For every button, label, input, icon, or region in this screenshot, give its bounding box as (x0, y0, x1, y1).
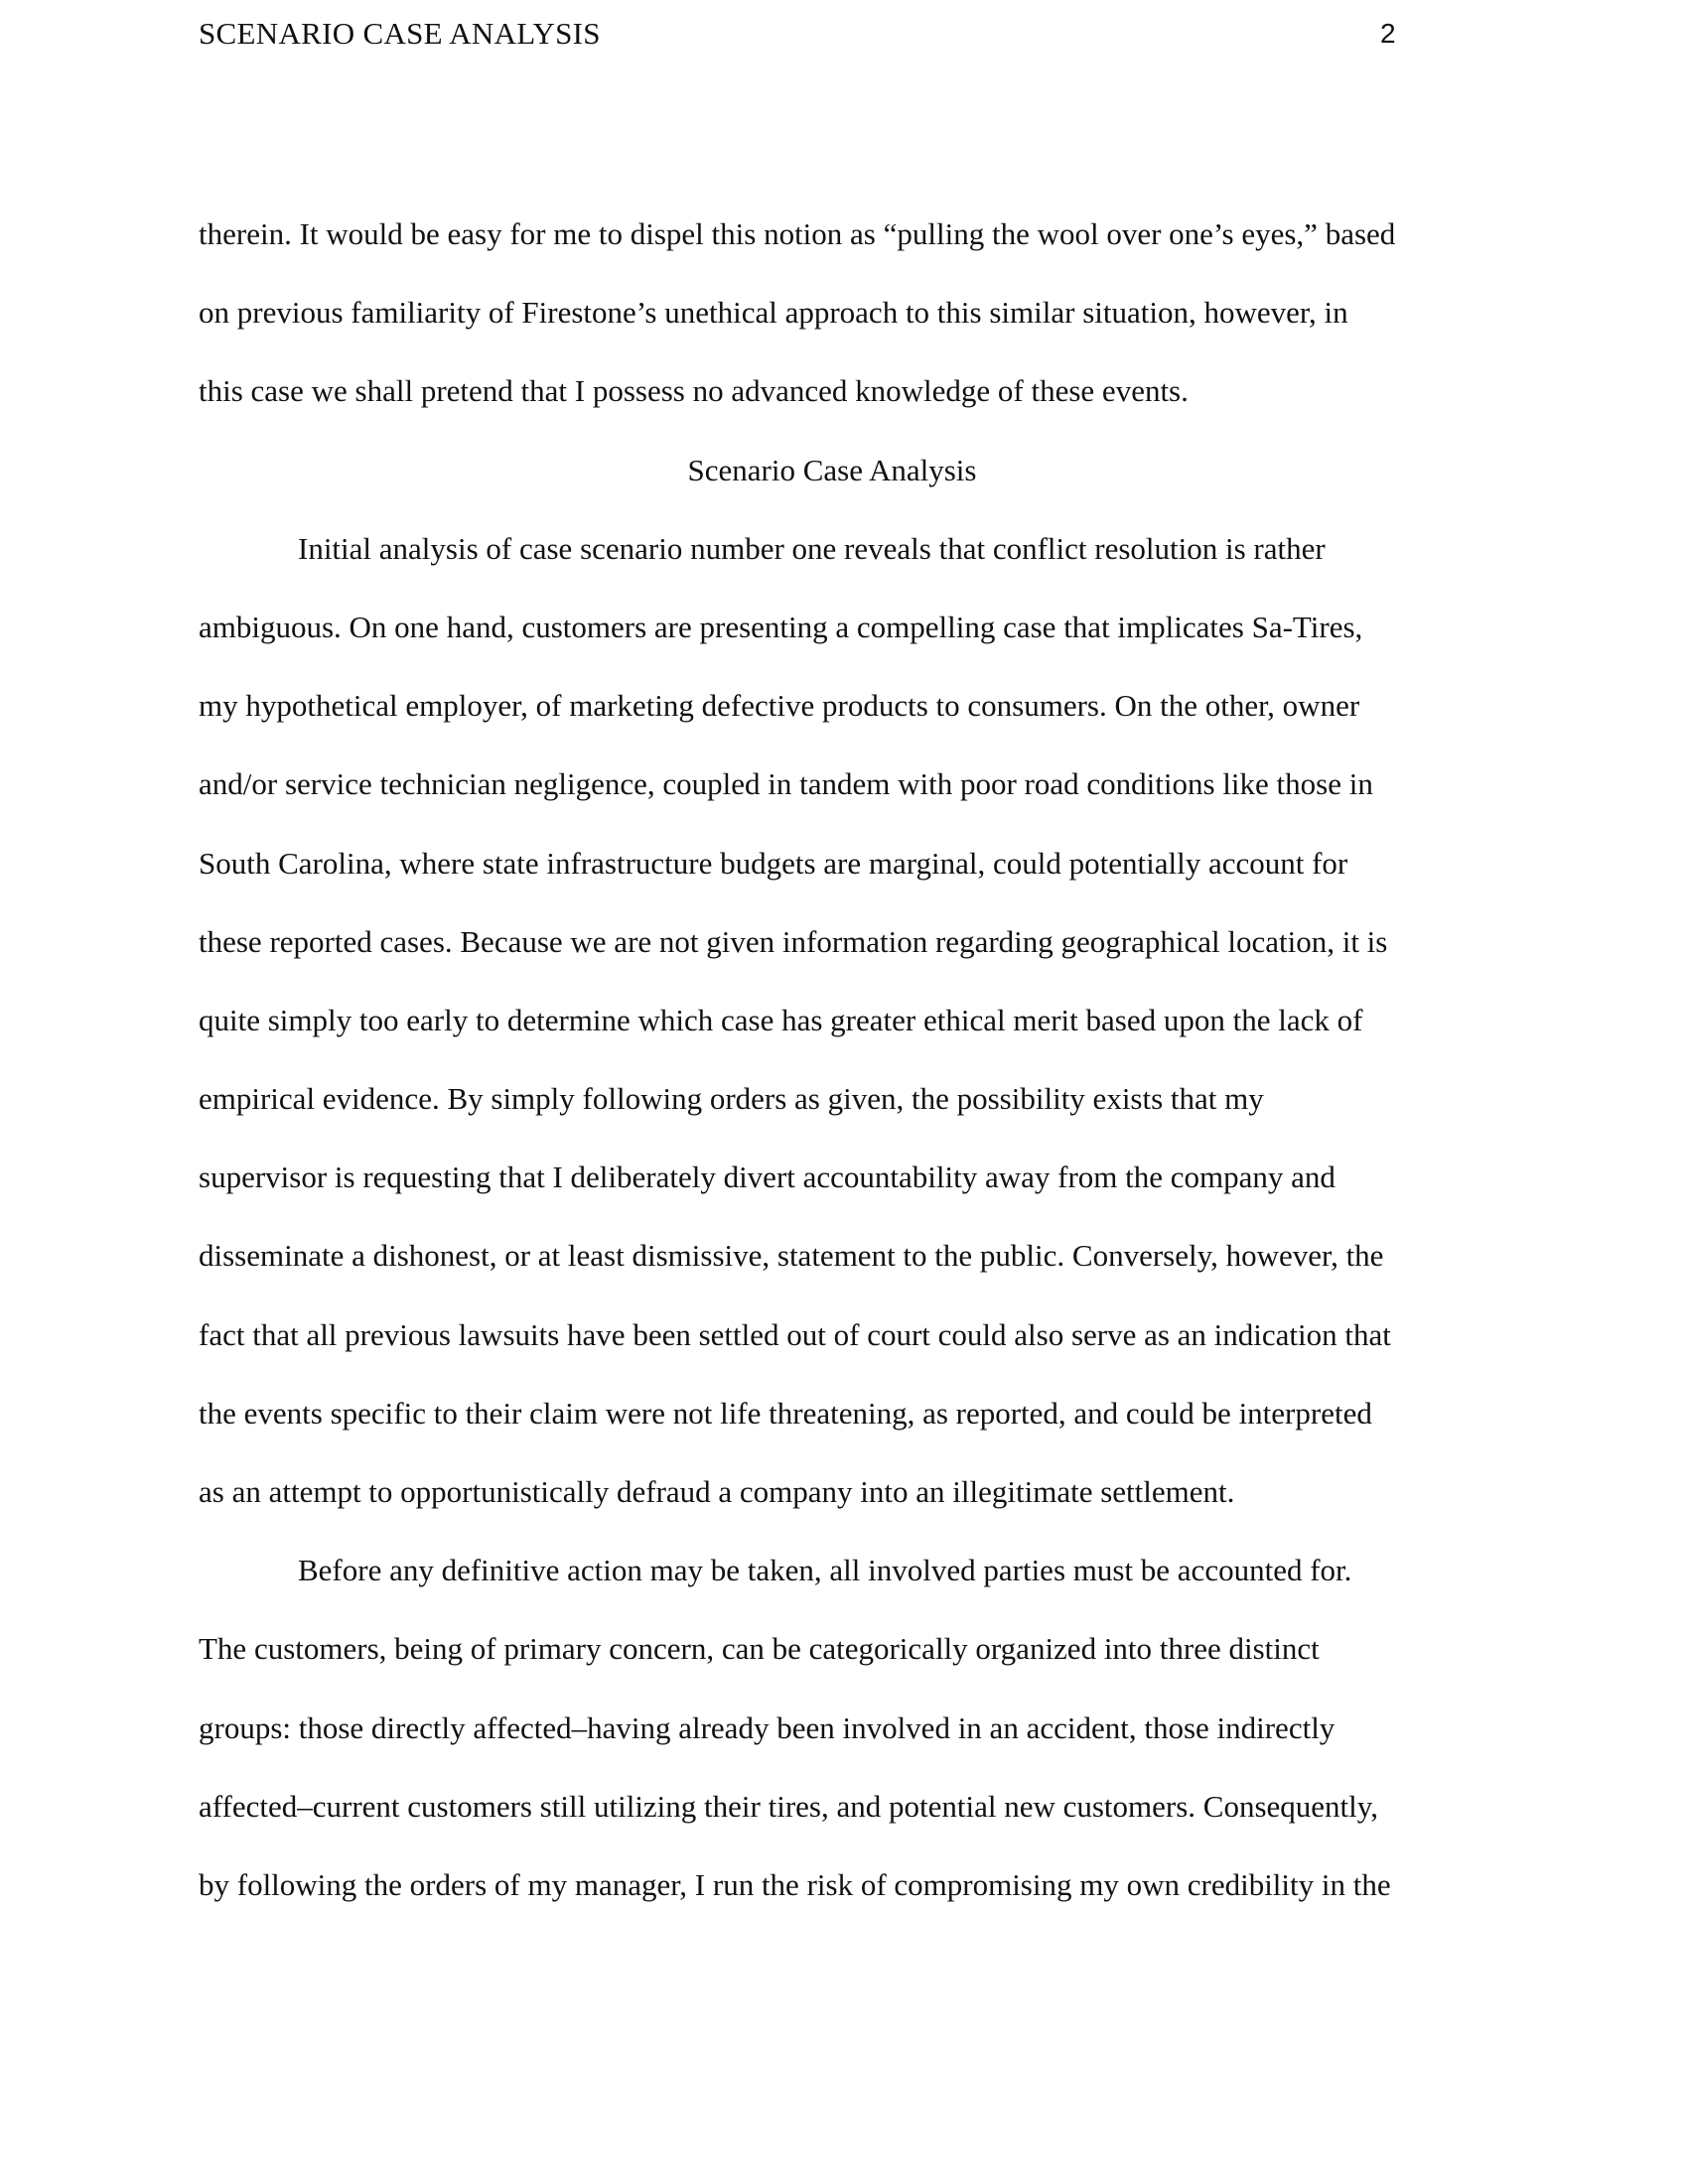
text-line: and/or service technician negligence, coupled in tandem with poor road conditions like those in (199, 766, 1373, 802)
text-line: affected–current customers still utilizing their tires, and potential new customers. Consequently, (199, 1788, 1379, 1824)
text-line: fact that all previous lawsuits have been settled out of court could also serve as an indication that (199, 1316, 1391, 1352)
running-head: SCENARIO CASE ANALYSIS (199, 16, 601, 51)
paragraph-first-line: Before any definitive action may be taken, all involved parties must be accounted for. (298, 1553, 1352, 1588)
body-text (199, 195, 1489, 1924)
text-line: The customers, being of primary concern, can be categorically organized into three distinct (199, 1631, 1320, 1667)
paragraph-first-line: Initial analysis of case scenario number one reveals that conflict resolution is rather (298, 530, 1326, 566)
text-line: as an attempt to opportunistically defraud a company into an illegitimate settlement. (199, 1474, 1235, 1509)
text-line: quite simply too early to determine which case has greater ethical merit based upon the lack of (199, 1002, 1363, 1037)
text-line: the events specific to their claim were not life threatening, as reported, and could be interpreted (199, 1395, 1372, 1431)
text-line: South Carolina, where state infrastructure budgets are marginal, could potentially account for (199, 845, 1348, 881)
text-line: therein. It would be easy for me to dispel this notion as “pulling the wool over one’s eyes,” based (199, 216, 1396, 251)
text-line: this case we shall pretend that I possess no advanced knowledge of these events. (199, 373, 1189, 409)
text-line: my hypothetical employer, of marketing defective products to consumers. On the other, owner (199, 688, 1360, 724)
text-line: these reported cases. Because we are not given information regarding geographical location, it is (199, 923, 1388, 959)
text-line: groups: those directly affected–having already been involved in an accident, those indirectly (199, 1709, 1336, 1745)
text-line: on previous familiarity of Firestone’s unethical approach to this similar situation, however, in (199, 295, 1348, 331)
text-line: supervisor is requesting that I deliberately divert accountability away from the company and (199, 1160, 1336, 1195)
section-heading: Scenario Case Analysis (687, 452, 977, 487)
text-line: by following the orders of my manager, I run the risk of compromising my own credibility in the (199, 1866, 1391, 1902)
page-number: 2 (1380, 18, 1396, 49)
text-line: empirical evidence. By simply following orders as given, the possibility exists that my (199, 1081, 1264, 1117)
text-line: disseminate a dishonest, or at least dismissive, statement to the public. Conversely, however, the (199, 1238, 1384, 1274)
text-line: ambiguous. On one hand, customers are presenting a compelling case that implicates Sa-Tires, (199, 609, 1363, 644)
